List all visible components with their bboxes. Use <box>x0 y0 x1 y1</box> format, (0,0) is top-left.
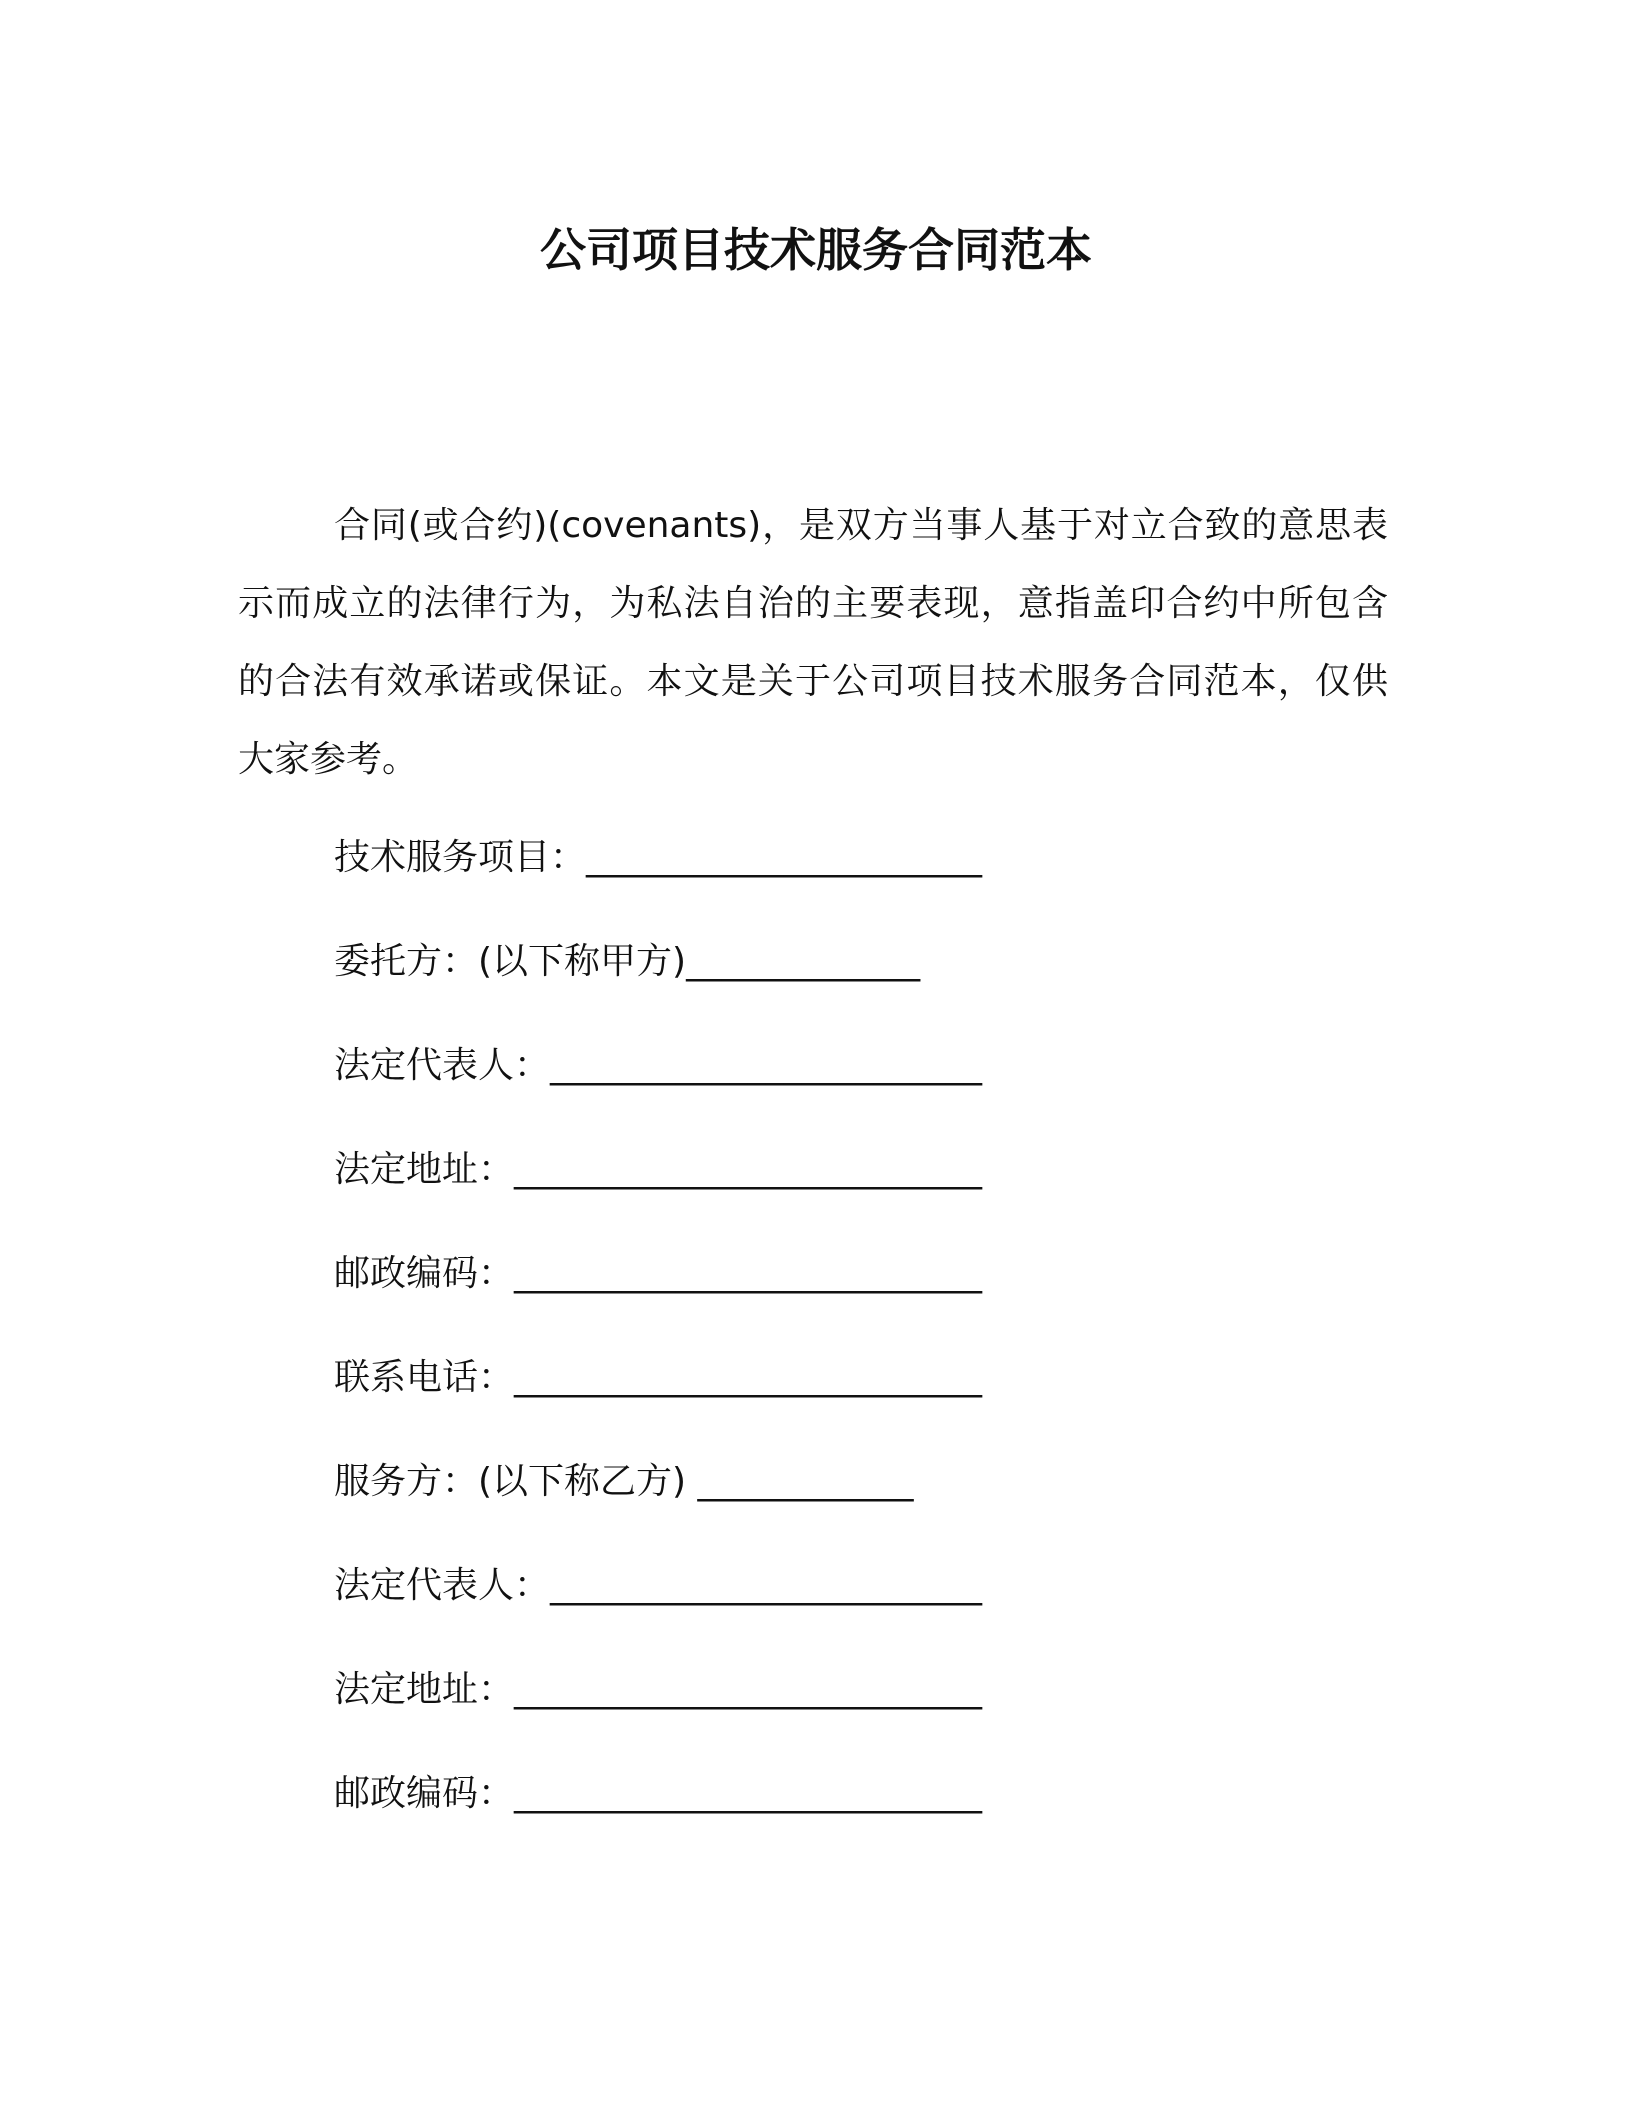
field-service-party-b: 服务方：(以下称乙方) ____________ <box>334 1461 914 1502</box>
field-service-project: 技术服务项目：______________________ <box>334 837 983 878</box>
field-client-party-a: 委托方：(以下称甲方)_____________ <box>334 941 921 982</box>
field-legal-representative-a: 法定代表人：________________________ <box>334 1045 983 1086</box>
contract-fields <box>334 822 1334 1862</box>
field-postal-code-a: 邮政编码：__________________________ <box>334 1253 983 1294</box>
field-legal-address-b: 法定地址：__________________________ <box>334 1669 983 1710</box>
intro-paragraph: 合同(或合约)(covenants)，是双方当事人基于对立合致的意思表示而成立的法律行为，为私法自治的主要表现，意指盖印合约中所包含的合法有效承诺或保证。本文是关于公司项目技术服务合同范本，仅供大家参考。 <box>238 505 1388 780</box>
field-legal-representative-b: 法定代表人：________________________ <box>334 1565 983 1606</box>
field-legal-address-a: 法定地址：__________________________ <box>334 1149 983 1190</box>
document-title: 公司项目技术服务合同范本 <box>540 223 1092 277</box>
field-postal-code-b: 邮政编码：__________________________ <box>334 1773 983 1814</box>
field-phone-a: 联系电话：__________________________ <box>334 1357 983 1398</box>
